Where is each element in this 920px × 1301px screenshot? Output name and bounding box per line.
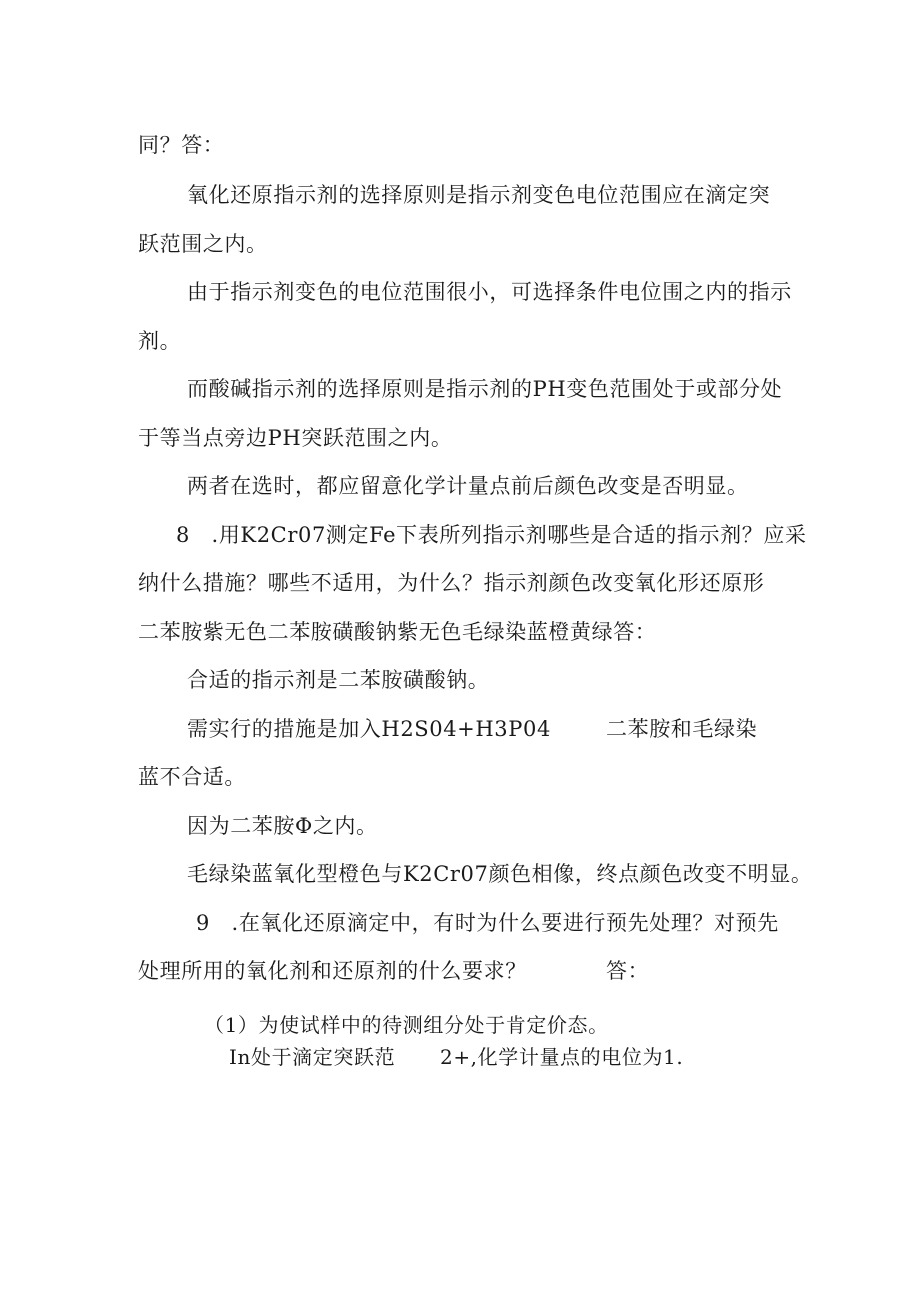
answer-8-line-2a: 需实行的措施是加入H2S04+H3P04: [187, 717, 551, 741]
text-line-8: 两者在选时，都应留意化学计量点前后颜色改变是否明显。: [187, 474, 749, 498]
text-line-7: 于等当点旁边PH突跃范围之内。: [138, 426, 453, 450]
text-line-3: 跃范围之内。: [138, 232, 268, 256]
answer-8-line-2b: 二苯胺和毛绿染: [606, 717, 758, 741]
answer-9-line-2a: In处于滴定突跃范: [229, 1045, 396, 1069]
question-9-line-2a: 处理所用的氧化剂和还原剂的什么要求？: [138, 959, 527, 983]
text-line-2: 氧化还原指示剂的选择原则是指示剂变色电位范围应在滴定突: [187, 183, 771, 207]
question-9-line-1: 9 .在氧化还原滴定中，有时为什么要进行预先处理？对预先: [196, 911, 779, 935]
answer-9-line-1: （1）为使试样中的待测组分处于肯定价态。: [204, 1013, 609, 1037]
answer-8-line-1: 合适的指示剂是二苯胺磺酸钠。: [187, 668, 490, 692]
answer-8-line-5: 毛绿染蓝氧化型橙色与K2Cr07颜色相像，终点颜色改变不明显。: [187, 862, 813, 886]
question-8-line-1: 8 .用K2Cr07测定Fe下表所列指示剂哪些是合适的指示剂？应采: [176, 523, 807, 547]
answer-9-line-2b: 2+,化学计量点的电位为1.: [440, 1045, 684, 1069]
text-line-4: 由于指示剂变色的电位范围很小，可选择条件电位围之内的指示: [187, 280, 792, 304]
text-line-5: 剂。: [138, 329, 182, 353]
text-line-6: 而酸碱指示剂的选择原则是指示剂的PH变色范围处于或部分处: [187, 377, 783, 401]
question-9-line-2b: 答：: [606, 959, 650, 983]
question-8-line-2: 纳什么措施？哪些不适用，为什么？指示剂颜色改变氧化形还原形: [138, 571, 765, 595]
question-8-line-3: 二苯胺紫无色二苯胺磺酸钠紫无色毛绿染蓝橙黄绿答：: [138, 620, 657, 644]
text-line-1: 同？答：: [138, 133, 225, 157]
answer-8-line-4: 因为二苯胺Φ之内。: [187, 814, 378, 838]
answer-8-line-3: 蓝不合适。: [138, 765, 246, 789]
